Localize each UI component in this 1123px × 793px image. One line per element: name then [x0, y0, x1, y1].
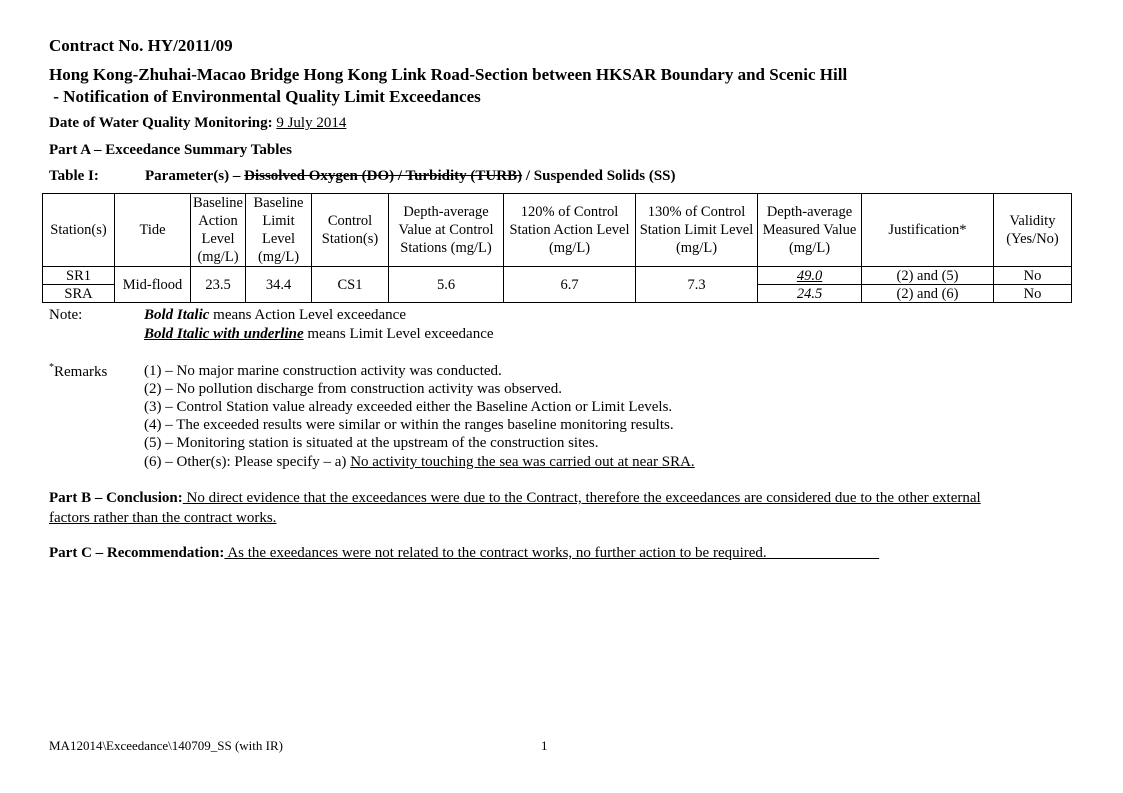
- measured-value-cell: 49.0: [758, 267, 862, 285]
- measured-value-cell: 24.5: [758, 285, 862, 303]
- validity-cell: No: [994, 267, 1072, 285]
- part-c-text: As the exeedances were not related to the contract works, no further action to be required.: [224, 545, 880, 561]
- contract-number: Contract No. HY/2011/09: [49, 36, 233, 55]
- note-limit-level: [144, 326, 494, 343]
- note-label: Note:: [49, 307, 83, 323]
- validity-cell: No: [994, 285, 1072, 303]
- parameter-active: / Suspended Solids (SS): [522, 168, 676, 184]
- part-c-recommendation: [49, 545, 879, 562]
- note-bold-italic-underline-desc: means Limit Level exceedance: [303, 326, 494, 342]
- note-bold-italic-underline: Bold Italic with underline: [144, 326, 304, 342]
- note-bold-italic-desc: means Action Level exceedance: [209, 307, 406, 323]
- part-a-heading: Part A – Exceedance Summary Tables: [49, 142, 292, 158]
- station-cell: SR1: [43, 267, 115, 285]
- note-bold-italic: Bold Italic: [144, 307, 210, 323]
- part-b-conclusion: [49, 490, 981, 507]
- header-baseline-action: Baseline Action Level (mg/L): [191, 194, 246, 267]
- remarks-label: *Remarks: [49, 362, 108, 380]
- remark-item: (5) – Monitoring station is situated at the upstream of the construction sites.: [144, 435, 599, 451]
- justification-cell: (2) and (6): [862, 285, 994, 303]
- table-header-row: [43, 194, 1072, 267]
- header-control-station: Control Station(s): [312, 194, 389, 267]
- remark-item: (2) – No pollution discharge from construction activity was observed.: [144, 381, 562, 397]
- parameter-line: [145, 168, 676, 185]
- monitoring-date-label: Date of Water Quality Monitoring:: [49, 115, 273, 131]
- header-action-120: 120% of Control Station Action Level (mg/L): [504, 194, 636, 267]
- parameter-prefix: Parameter(s) –: [145, 168, 245, 184]
- remark-item: [144, 454, 695, 471]
- remark-6-detail: No activity touching the sea was carried out at near SRA.: [350, 454, 695, 470]
- control-station-cell: CS1: [312, 267, 389, 303]
- limit-130-cell: 7.3: [636, 267, 758, 303]
- remarks-asterisk: *: [49, 362, 54, 373]
- table-row: [43, 267, 1072, 285]
- tide-cell: Mid-flood: [115, 267, 191, 303]
- header-baseline-limit: Baseline Limit Level (mg/L): [246, 194, 312, 267]
- station-cell: SRA: [43, 285, 115, 303]
- part-c-label: Part C – Recommendation:: [49, 545, 225, 561]
- action-120-cell: 6.7: [504, 267, 636, 303]
- page-number: 1: [541, 738, 548, 753]
- document-title: Hong Kong-Zhuhai-Macao Bridge Hong Kong Link Road-Section between HKSAR Boundary and Scenic Hill: [49, 65, 848, 84]
- note-action-level: [144, 307, 406, 324]
- remark-6-prefix: (6) – Other(s): Please specify – a): [144, 454, 351, 470]
- remark-item: (3) – Control Station value already exceeded either the Baseline Action or Limit Levels.: [144, 399, 673, 415]
- header-station: Station(s): [43, 194, 115, 267]
- parameter-struck: Dissolved Oxygen (DO) / Turbidity (TURB): [244, 168, 523, 184]
- header-control-value: Depth-average Value at Control Stations (mg/L): [389, 194, 504, 267]
- part-b-text-line2: factors rather than the contract works.: [49, 510, 277, 526]
- control-value-cell: 5.6: [389, 267, 504, 303]
- header-measured-value: Depth-average Measured Value (mg/L): [758, 194, 862, 267]
- header-limit-130: 130% of Control Station Limit Level (mg/L): [636, 194, 758, 267]
- baseline-limit-cell: 34.4: [246, 267, 312, 303]
- baseline-action-cell: 23.5: [191, 267, 246, 303]
- footer-file-path: MA12014\Exceedance\140709_SS (with IR): [49, 738, 283, 753]
- exceedance-summary-table: [42, 193, 1072, 303]
- monitoring-date-value: 9 July 2014: [276, 115, 347, 131]
- header-tide: Tide: [115, 194, 191, 267]
- header-justification: Justification*: [862, 194, 994, 267]
- table-label: Table I:: [49, 168, 99, 184]
- remark-item: (4) – The exceeded results were similar or within the ranges baseline monitoring results.: [144, 417, 674, 433]
- document-subtitle: - Notification of Environmental Quality Limit Exceedances: [49, 87, 481, 106]
- remark-item: (1) – No major marine construction activity was conducted.: [144, 363, 502, 379]
- part-b-label: Part B – Conclusion:: [49, 490, 183, 506]
- monitoring-date-line: [49, 115, 346, 132]
- justification-cell: (2) and (5): [862, 267, 994, 285]
- header-validity: Validity (Yes/No): [994, 194, 1072, 267]
- part-b-text-line1: No direct evidence that the exceedances were due to the Contract, therefore the exceedances are considered due to the other external: [182, 490, 981, 506]
